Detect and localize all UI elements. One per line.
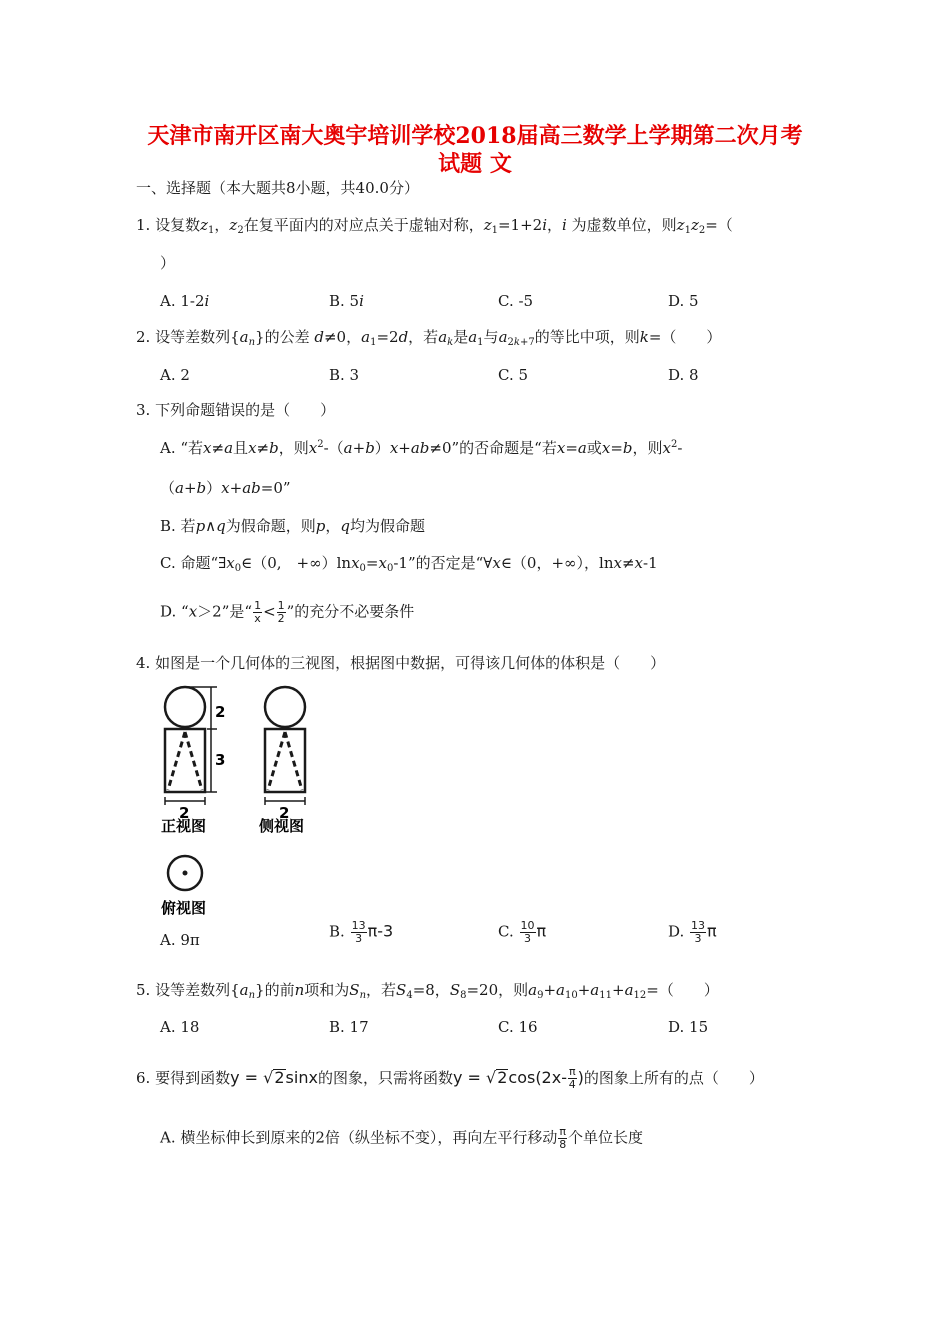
q2-option-a[interactable]: A. 2	[160, 366, 190, 384]
dim-top-label: 2	[215, 703, 226, 721]
q2-option-b[interactable]: B. 3	[329, 366, 360, 384]
q3-option-d[interactable]: D. “x＞2”是“ $\frac{1}{x}$ < $\frac{1}{2}$ ”的充分不必要条件	[160, 599, 415, 625]
q1-option-b[interactable]: B. 5i	[329, 292, 364, 310]
formula-y-sqrt2-sinx: y = √2sinx	[230, 1068, 318, 1087]
dim-front-width-label: 2	[179, 804, 190, 822]
q3-option-c[interactable]: C. 命题“$\exists x_0\in(0$, $+\infty)\ln x_0=x_0-1$”的否定是“∀x∈（0，+∞），lnx≠x-1	[160, 554, 658, 574]
question-2: 2. 设等差数列$\{a_n\}$的公差 d≠0，$a_1=2d$，若$a_k$是$a_1$与$a_{2k+7}$的等比中项，则k=（ ）	[136, 328, 722, 348]
side-view	[265, 687, 305, 792]
top-view-label: 俯视图	[161, 899, 207, 917]
title-line-1: 天津市南开区南大奥宇培训学校2018届高三数学上学期第二次月考	[147, 123, 803, 149]
q5-option-d[interactable]: D. 15	[668, 1018, 709, 1036]
dim-side-width-label: 2	[279, 804, 290, 822]
dim-mid-label: 3	[215, 751, 226, 769]
q4-option-b[interactable]: B. $\frac{13}{3}$ π-3	[329, 919, 394, 945]
title-line-2: 试题 文	[438, 151, 512, 177]
q4-option-a[interactable]: A. 9π	[160, 931, 200, 949]
q2-option-d[interactable]: D. 8	[668, 366, 699, 384]
top-view	[168, 856, 202, 890]
question-3: 3. 下列命题错误的是（ ）	[136, 401, 336, 419]
front-view	[165, 687, 205, 792]
q5-option-a[interactable]: A. 18	[160, 1018, 200, 1036]
question-6: 6. 要得到函数y = √2sinx的图象，只需将函数y = √2cos(2x- $\frac{\pi}{4}$ )的图象上所有的点（ ）	[136, 1065, 764, 1091]
q4-option-d[interactable]: D. $\frac{13}{3}$ π	[668, 919, 717, 945]
front-view-label: 正视图	[161, 817, 207, 835]
section-heading: 一、选择题（本大题共8小题，共40.0分）	[136, 179, 419, 197]
q2-option-c[interactable]: C. 5	[498, 366, 529, 384]
side-view-label: 侧视图	[259, 817, 305, 835]
q5-option-c[interactable]: C. 16	[498, 1018, 538, 1036]
three-view-figure	[155, 685, 335, 920]
q5-option-b[interactable]: B. 17	[329, 1018, 369, 1036]
fraction-pi-over-8: $\frac{\pi}{8}$	[559, 1125, 567, 1151]
q4-option-c[interactable]: C. $\frac{10}{3}$ π	[498, 919, 547, 945]
question-5: 5. 设等差数列$\{a_n\}$的前n项和为$S_n$，若$S_4=8$，$S_8=20$，则$a_9+a_{10}+a_{11}+a_{12}=$（ ）	[136, 981, 719, 1001]
q1-option-d[interactable]: D. 5	[668, 292, 699, 310]
q3-option-a[interactable]: A. “若x≠a且x≠b，则$x^2-(a+b)x+ab\ne 0$”的否命题是“若x=a或x=b，则$x^2-$	[160, 439, 683, 457]
q1-option-c[interactable]: C. -5	[498, 292, 534, 310]
question-1: 1. 设复数$z_1$，$z_2$在复平面内的对应点关于虚轴对称，$z_1=1+2i$，i 为虚数单位，则$z_1z_2=$（	[136, 216, 733, 236]
formula-y-sqrt2-cos: y = √2cos(2x- $\frac{\pi}{4}$ )	[452, 1065, 584, 1091]
fraction-1-over-x: $\frac{1}{x}$	[254, 599, 262, 625]
q3-option-a-cont: （a+b）x+ab=0”	[160, 479, 291, 497]
question-1-cont: ）	[160, 254, 176, 272]
question-4: 4. 如图是一个几何体的三视图，根据图中数据，可得该几何体的体积是（ ）	[136, 654, 666, 672]
fraction-1-over-2: $\frac{1}{2}$	[277, 599, 285, 625]
q1-option-a[interactable]: A. 1-2i	[160, 292, 210, 310]
q6-option-a[interactable]: A. 横坐标伸长到原来的2倍（纵坐标不变），再向左平行移动 $\frac{\pi}{8}$ 个单位长度	[160, 1125, 644, 1151]
q3-option-b[interactable]: B. 若p∧q为假命题，则p，q均为假命题	[160, 517, 426, 535]
